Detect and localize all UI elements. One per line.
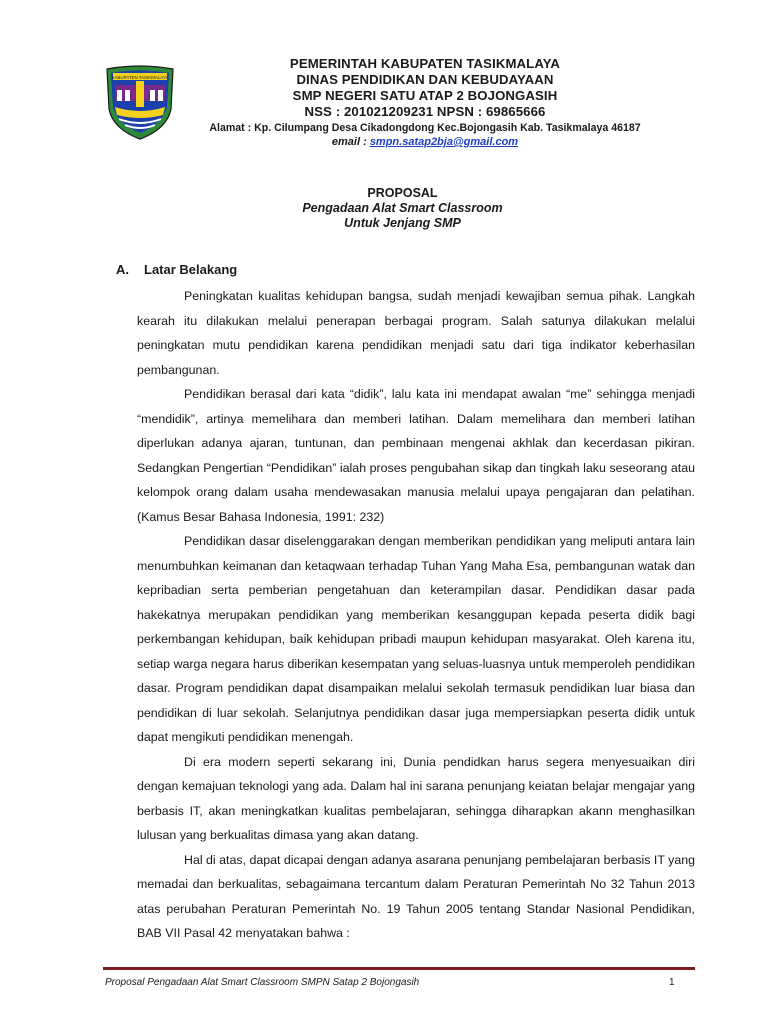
crest-banner-text: KABUPATEN TASIKMALAYA <box>111 75 169 80</box>
regency-crest-icon <box>103 63 177 141</box>
school-email <box>195 135 655 149</box>
department-name: DINAS PENDIDIKAN DAN KEBUDAYAAN <box>296 72 554 87</box>
paragraph: Hal di atas, dapat dicapai dengan adanya asarana penunjang pembelajaran berbasis IT yang memadai dan berkualitas, sebagaimana tercantum dalam Peraturan Pemerintah No 32 Tahun 2013 atas perubahan Peraturan Pemerintah No. 19 Tahun 2005 tentang Standar Nasional Pendidikan, BAB VII Pasal 42 menyatakan bahwa : <box>137 852 695 940</box>
title-subtitle-1: Pengadaan Alat Smart Classroom <box>302 201 503 215</box>
proposal-title <box>200 186 605 231</box>
title-subtitle-2: Untuk Jenjang SMP <box>344 216 461 230</box>
section-number: A. <box>116 262 129 277</box>
school-name: SMP NEGERI SATU ATAP 2 BOJONGASIH <box>292 88 558 103</box>
email-label: email : <box>331 136 367 148</box>
email-link[interactable]: smpn.satap2bja@gmail.com <box>369 136 519 148</box>
section-title: Latar Belakang <box>144 262 238 277</box>
government-name: PEMERINTAH KABUPATEN TASIKMALAYA <box>289 56 561 71</box>
title-heading: PROPOSAL <box>367 186 438 200</box>
section-heading <box>116 262 237 277</box>
footer-text: Proposal Pengadaan Alat Smart Classroom SMPN Satap 2 Bojongasih <box>105 977 420 988</box>
paragraph: Di era modern seperti sekarang ini, Dunia pendidkan harus segera menyesuaikan diri dengan kemajuan teknologi yang ada. Dalam hal ini sarana penunjang keiatan belajar mengajar yang berbasis IT, akan meningkatkan kualitas pembelajaran, sehingga diharapkan akann menghasilkan lulusan yang berkualitas dimasa yang akan datang. <box>137 754 695 842</box>
school-address: Alamat : Kp. Cilumpang Desa Cikadongdong Kec.Bojongasih Kab. Tasikmalaya 46187 <box>209 122 641 134</box>
paragraph: Pendidikan berasal dari kata “didik”, lalu kata ini mendapat awalan “me” sehingga menjadi “mendidik”, artinya memelihara dan memberi latihan. Dalam memelihara dan memberi latihan diperlukan adanya ajaran, tuntunan, dan pembinaan mengenai akhlak dan kecerdasan pikiran. Sedangkan Pengertian “Pendidikan” ialah proses pengubahan sikap dan tingkah laku seseorang atau kelompok orang dalam usaha mendewasakan manusia melalui upaya pengajaran dan pelatihan. (Kamus Besar Bahasa Indonesia, 1991: 232) <box>137 387 695 524</box>
footer-rule <box>103 967 695 970</box>
paragraph: Pendidikan dasar diselenggarakan dengan memberikan pendidikan yang meliputi antara lain menumbuhkan keimanan dan ketaqwaan terhadap Tuhan Yang Maha Esa, pembangunan watak dan kepribadian serta pemberian pengetahuan dan keterampilan dasar. Pendidikan dasar pada hakekatnya merupakan pendidikan yang memberikan kesanggupan kepada peserta didik bagi perkembangan kehidupan, baik kehidupan pribadi maupun kehidupan masyarakat. Oleh karena itu, setiap warga negara harus diberikan kesempatan yang seluas-luasnya untuk memperoleh pendidikan dasar. Program pendidikan dapat disampaikan melalui sekolah termasuk pendidikan luar biasa dan pendidikan di luar sekolah. Selanjutnya pendidikan dasar juga mempersiapkan peserta didik untuk dapat mengikuti pendidikan menengah. <box>137 534 695 744</box>
school-ids: NSS : 201021209231 NPSN : 69865666 <box>304 104 546 119</box>
paragraph: Peningkatan kualitas kehidupan bangsa, sudah menjadi kewajiban semua pihak. Langkah kearah itu dilakukan melalui penerapan berbagai program. Salah satunya dilakukan melalui peningkatan mutu pendidikan karena pendidikan menjadi satu dari tiga indikator keberhasilan pembangunan. <box>137 289 695 377</box>
letterhead <box>195 56 655 149</box>
section-body <box>137 284 695 946</box>
page-number: 1 <box>669 977 675 988</box>
